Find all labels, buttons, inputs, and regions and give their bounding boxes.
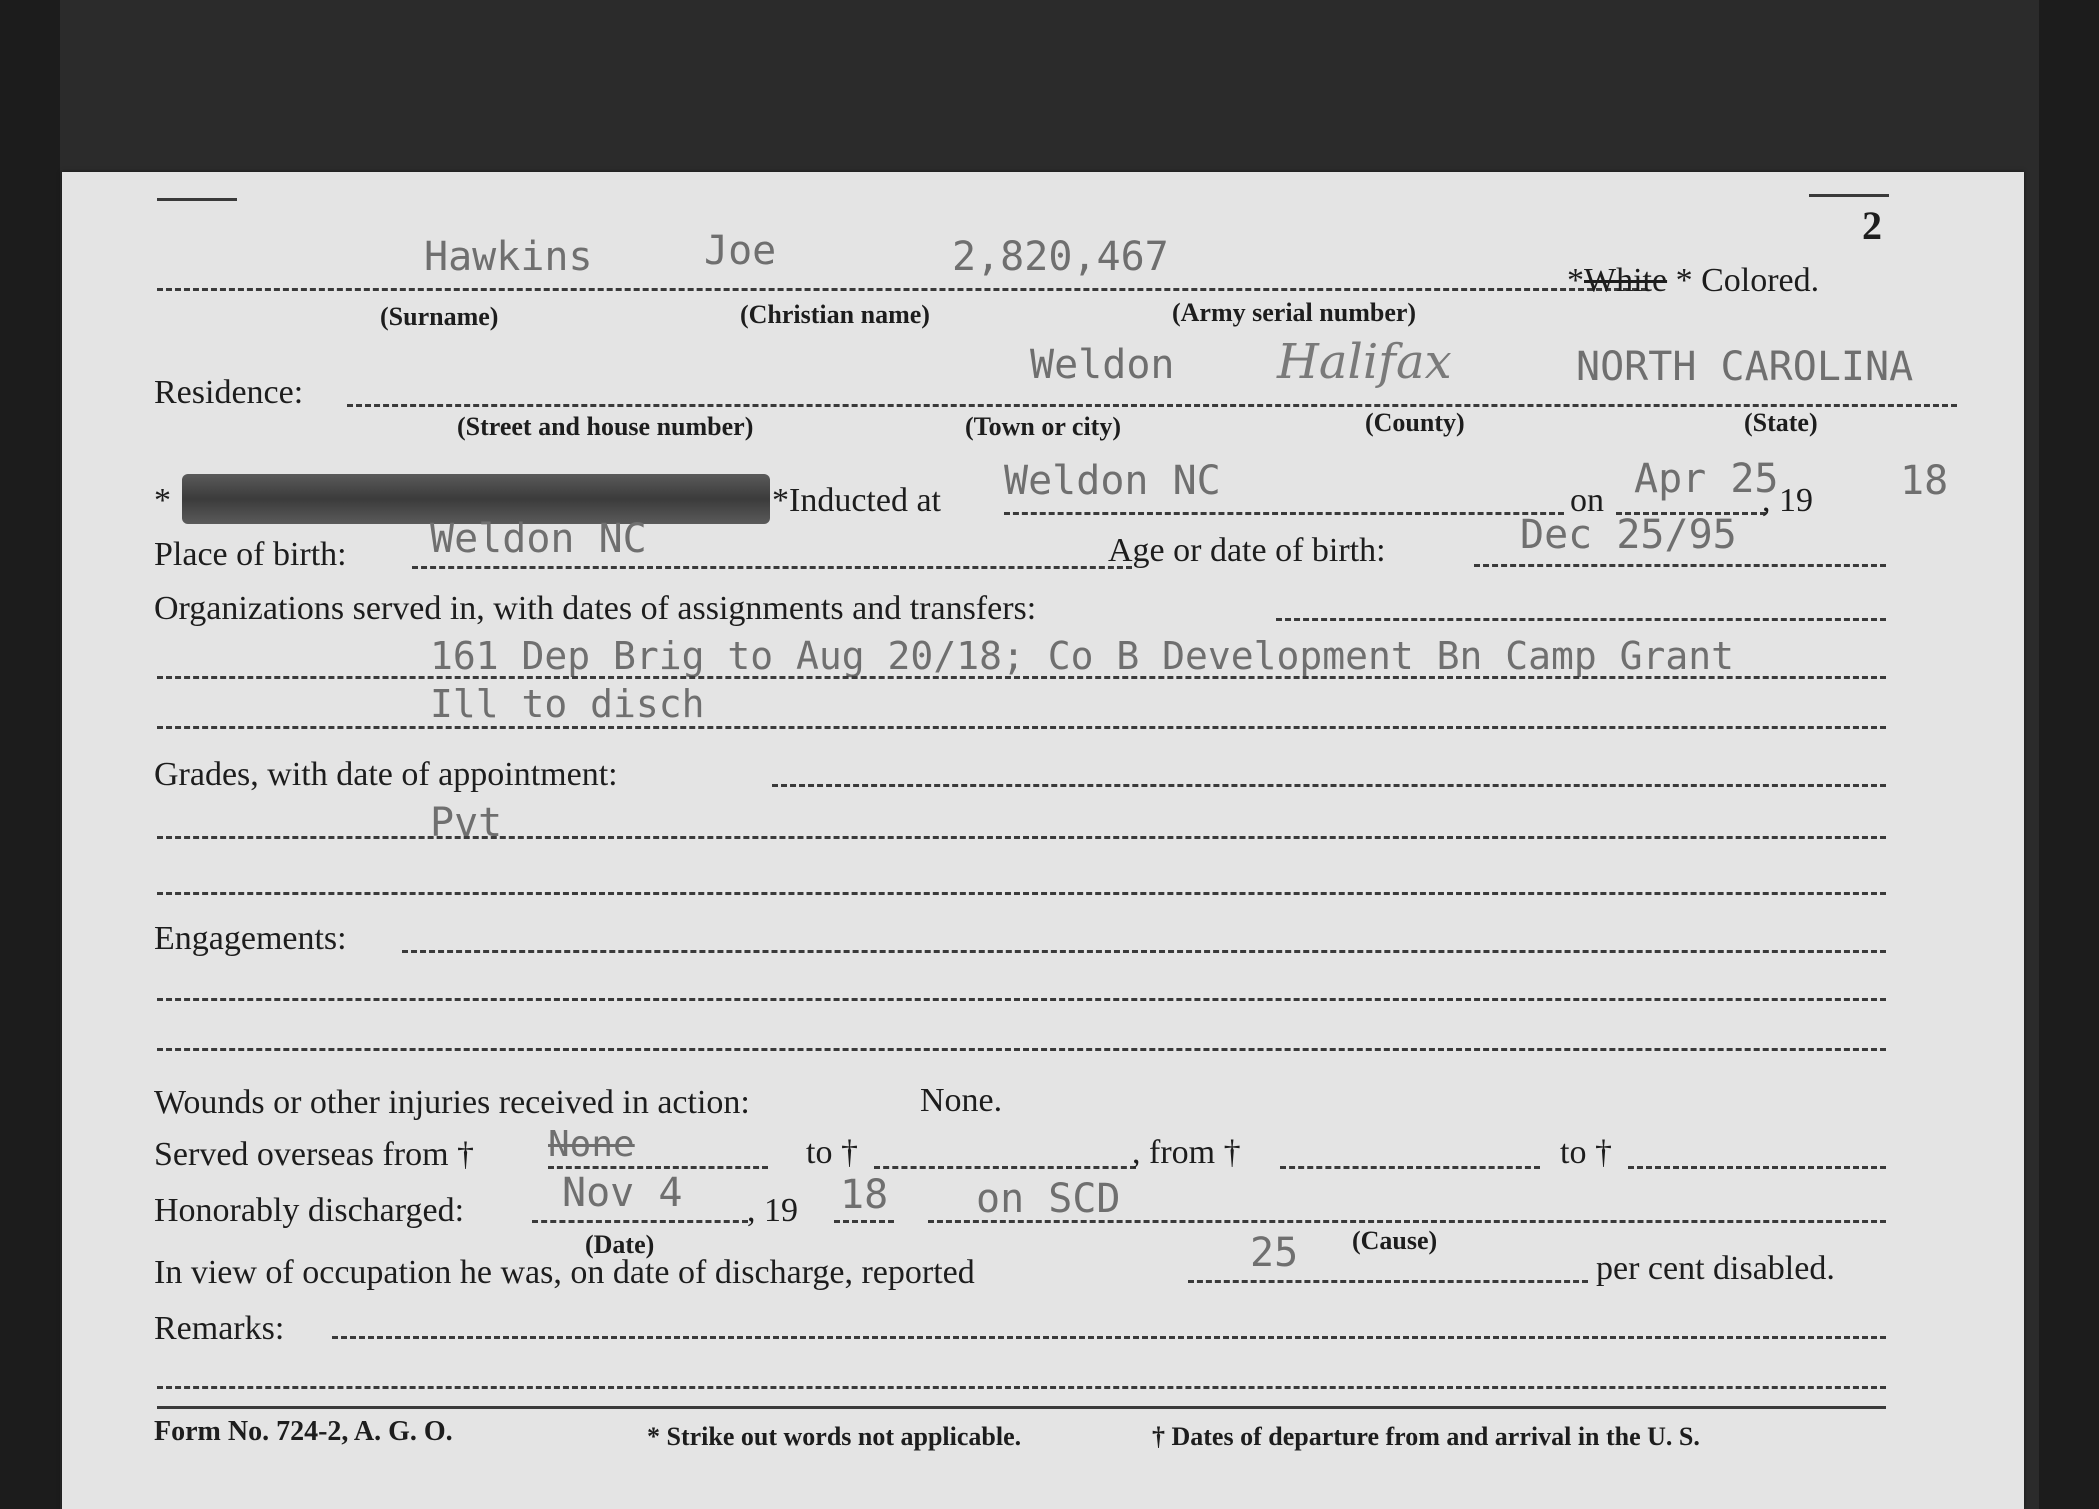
christian-name-caption: (Christian name) <box>740 300 930 329</box>
percent-disabled-line <box>1188 1280 1588 1283</box>
surname-value: Hawkins <box>424 234 593 280</box>
discharged-label: Honorably discharged: <box>154 1192 465 1229</box>
overseas-to2-line <box>1628 1166 1886 1169</box>
place-of-birth-line <box>412 566 1132 569</box>
serial-number-value: 2,820,467 <box>952 234 1169 280</box>
corner-rule-left <box>157 198 237 201</box>
engagements-line-1 <box>157 998 1886 1001</box>
discharge-date-value: Nov 4 <box>562 1170 683 1216</box>
form-number: Form No. 724-2, A. G. O. <box>154 1416 453 1447</box>
discharge-year-value: 18 <box>840 1172 889 1218</box>
name-line <box>157 288 1647 291</box>
surname-caption: (Surname) <box>380 302 499 331</box>
state-caption: (State) <box>1744 408 1818 437</box>
residence-label: Residence: <box>154 374 304 411</box>
organizations-line-0 <box>1276 618 1886 621</box>
organizations-line-2 <box>157 726 1886 729</box>
age-label: Age or date of birth: <box>1108 532 1386 569</box>
discharge-date-line <box>532 1220 748 1223</box>
footer-note-dates: † Dates of departure from and arrival in the U. S. <box>1152 1422 1700 1451</box>
grades-line-2 <box>157 892 1886 895</box>
wounds-label: Wounds or other injuries received in action: <box>154 1084 750 1121</box>
serial-number-caption: (Army serial number) <box>1172 298 1417 327</box>
inducted-year-value: 18 <box>1900 458 1949 504</box>
date-of-birth-line <box>1474 564 1886 567</box>
race-white-struck: White <box>1584 262 1668 299</box>
inducted-date-value: Apr 25 <box>1634 456 1779 502</box>
footer-note-strike: * Strike out words not applicable. <box>647 1422 1022 1451</box>
occupation-label: In view of occupation he was, on date of discharge, reported <box>154 1254 975 1291</box>
organizations-value-line1: 161 Dep Brig to Aug 20/18; Co B Development Bn Camp Grant <box>430 634 1735 678</box>
engagements-line-0 <box>402 950 1886 953</box>
residence-state-value: NORTH CAROLINA <box>1576 344 1914 390</box>
engagements-line-2 <box>157 1048 1886 1051</box>
residence-line <box>347 404 1957 407</box>
overseas-to2-label: to † <box>1560 1134 1612 1171</box>
grades-line-0 <box>772 784 1886 787</box>
overseas-to-line <box>874 1166 1136 1169</box>
engagements-label: Engagements: <box>154 920 347 957</box>
date-of-birth-value: Dec 25/95 <box>1520 512 1737 558</box>
inducted-year-prefix: , 19 <box>1762 482 1813 519</box>
overseas-from2-label: , from † <box>1132 1134 1241 1171</box>
remarks-label: Remarks: <box>154 1310 285 1347</box>
percent-disabled-value: 25 <box>1250 1230 1299 1276</box>
street-caption: (Street and house number) <box>457 412 754 441</box>
cause-caption: (Cause) <box>1352 1226 1438 1255</box>
inducted-place-line <box>1004 512 1564 515</box>
place-of-birth-label: Place of birth: <box>154 536 347 573</box>
wounds-value: None. <box>920 1082 1003 1119</box>
place-of-birth-value: Weldon NC <box>430 516 647 562</box>
race-star: * <box>1567 262 1584 299</box>
christian-name-value: Joe <box>704 228 777 274</box>
inducted-at-label: *Inducted at <box>772 482 941 519</box>
remarks-line-1 <box>332 1336 1886 1339</box>
grades-line-1 <box>157 836 1886 839</box>
overseas-from-line <box>548 1166 768 1169</box>
footer-rule <box>157 1406 1886 1409</box>
card-number: 2 <box>1862 203 1882 248</box>
remarks-line-2 <box>157 1386 1886 1389</box>
grade-value: Pvt <box>430 800 503 846</box>
enlisted-star: * <box>154 482 171 519</box>
discharge-cause-line <box>928 1220 1886 1223</box>
service-record-card <box>62 172 2024 1509</box>
discharge-cause-value: on SCD <box>976 1176 1121 1222</box>
residence-county-value: Halifax <box>1277 334 1452 390</box>
inducted-place-value: Weldon NC <box>1004 458 1221 504</box>
county-caption: (County) <box>1365 408 1465 437</box>
discharge-year-prefix: , 19 <box>747 1192 798 1229</box>
residence-town-value: Weldon <box>1030 342 1175 388</box>
discharge-year-line <box>834 1220 894 1223</box>
grades-label: Grades, with date of appointment: <box>154 756 618 793</box>
served-overseas-label: Served overseas from † <box>154 1136 475 1173</box>
organizations-line-1 <box>157 676 1886 679</box>
inducted-on-label: on <box>1570 482 1604 519</box>
scan-backdrop-left <box>0 0 60 1509</box>
per-cent-label: per cent disabled. <box>1596 1250 1835 1287</box>
organizations-value-line2: Ill to disch <box>430 682 705 726</box>
date-caption: (Date) <box>585 1230 655 1259</box>
overseas-to-label: to † <box>806 1134 858 1171</box>
organizations-label: Organizations served in, with dates of assignments and transfers: <box>154 590 1037 627</box>
race-field <box>1567 262 1819 300</box>
scan-backdrop-right <box>2039 0 2099 1509</box>
town-caption: (Town or city) <box>965 412 1121 441</box>
race-colored: * Colored. <box>1675 262 1820 299</box>
corner-rule-right <box>1809 194 1889 197</box>
overseas-from2-line <box>1280 1166 1540 1169</box>
served-overseas-value: None <box>548 1124 635 1165</box>
